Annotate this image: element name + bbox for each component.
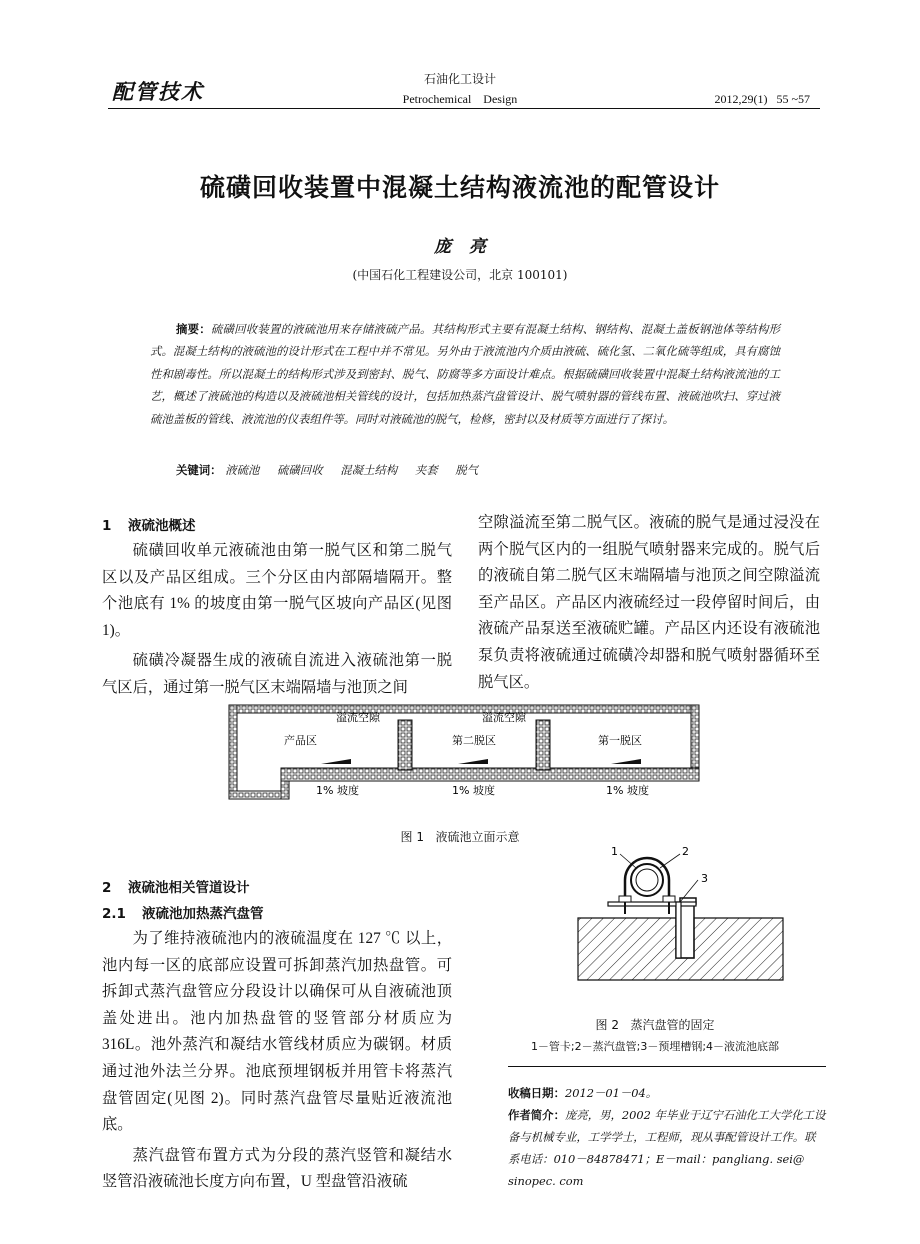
column-tag: 配管技术 bbox=[112, 79, 204, 104]
slope-arrow bbox=[458, 759, 488, 764]
paper-title: 硫磺回收装置中混凝土结构液流池的配管设计 bbox=[199, 173, 720, 202]
keywords bbox=[176, 462, 492, 478]
figure-2-caption: 图 2 蒸汽盘管的固定 bbox=[595, 1018, 715, 1032]
zone-label-product: 产品区 bbox=[284, 734, 317, 747]
callout-1: 1 bbox=[611, 845, 618, 858]
issue-info: 2012,29(1) 55 ~57 bbox=[714, 92, 810, 106]
paper-affiliation: (中国石化工程建设公司，北京 100101) bbox=[352, 268, 568, 282]
figure-2-diagram bbox=[568, 840, 798, 996]
zone-label-first: 第一脱区 bbox=[598, 734, 642, 747]
leader-line-2 bbox=[660, 854, 680, 868]
slope-label: 1% 坡度 bbox=[606, 784, 649, 797]
callout-3: 3 bbox=[701, 872, 708, 885]
received-date: 2012－01－04。 bbox=[564, 1086, 658, 1100]
section-number: 2 bbox=[102, 880, 112, 896]
figure-2-legend: 1－管卡;2－蒸汽盘管;3－预埋槽钢;4－液流池底部 bbox=[530, 1040, 780, 1053]
slope-arrow bbox=[321, 759, 351, 764]
paper-author: 庞 亮 bbox=[434, 237, 486, 257]
keyword: 液硫池 bbox=[225, 463, 260, 477]
paragraph: 硫磺回收单元液硫池由第一脱气区和第二脱气区以及产品区组成。三个分区由内部隔墙隔开。整个池底有 1% 的坡度由第一脱气区坡向产品区(见图 1)。 bbox=[102, 542, 452, 639]
journal-name-en: Petrochemical Design bbox=[402, 92, 518, 106]
paragraph: 为了维持液硫池内的液硫温度在 127 ℃ 以上，池内每一区的底部应设置可拆卸蒸汽加热盘管。可拆卸式蒸汽盘管应分段设计以确保可从自液硫池顶盖处进出。池内加热盘管的竖管部分材质应为 316L。池外蒸汽和凝结水管线材质应为碳钢。材质通过池外法兰分界。池底预埋钢板并用管卡将蒸汽盘管固定(见图 2)。同时蒸汽盘管尽量贴近液流池底。 bbox=[102, 930, 452, 1134]
author-bio: 庞亮，男，2002 年毕业于辽宁石油化工大学化工设备与机械专业，工学学士，工程师，现从事配管设计工作。联系电话：010－84878471；E－mail：pangliang. sei@ sinopec. com bbox=[508, 1108, 826, 1188]
clamp-nut bbox=[663, 896, 675, 902]
bio-label: 作者简介： bbox=[508, 1108, 565, 1122]
figure-1-diagram bbox=[226, 702, 706, 804]
footnote-rule bbox=[508, 1066, 826, 1067]
zone-label-second: 第二脱区 bbox=[452, 734, 496, 747]
embedded-channel-leg bbox=[676, 902, 681, 958]
header-rule bbox=[108, 108, 820, 109]
section-title: 液硫池相关管道设计 bbox=[128, 880, 250, 896]
footnote bbox=[508, 1082, 826, 1192]
section-2-heading bbox=[102, 876, 250, 896]
paragraph: 蒸汽盘管布置方式为分段的蒸汽竖管和凝结水竖管沿液硫池长度方向布置，U 型盘管沿液硫 bbox=[102, 1146, 452, 1191]
clamp-nut bbox=[619, 896, 631, 902]
partition-wall-2 bbox=[536, 720, 550, 770]
keyword: 夹套 bbox=[414, 463, 438, 477]
abstract bbox=[150, 318, 780, 430]
pool-floor-step bbox=[229, 791, 289, 799]
pool-wall-top bbox=[229, 705, 699, 713]
section-1-heading bbox=[102, 514, 196, 534]
embedded-channel-plate bbox=[608, 902, 696, 906]
keyword: 混凝土结构 bbox=[340, 463, 398, 477]
abstract-label: 摘要： bbox=[176, 322, 211, 336]
partition-wall-1 bbox=[398, 720, 412, 770]
section-title: 液硫池概述 bbox=[128, 518, 196, 534]
keyword: 硫磺回收 bbox=[277, 463, 323, 477]
section-number: 2.1 bbox=[102, 906, 126, 922]
keywords-label: 关键词： bbox=[176, 463, 222, 477]
pool-floor bbox=[281, 768, 699, 781]
abstract-text: 硫磺回收装置的液硫池用来存储液硫产品。其结构形式主要有混凝土结构、钢结构、混凝土盖板钢池体等结构形式。混凝土结构的液硫池的设计形式在工程中并不常见。另外由于液流池内介质由液硫、硫化氢、二氧化硫等组成，具有腐蚀性和剧毒性。所以混凝土的结构形式涉及到密封、脱气、防腐等多方面设计难点。根据硫磺回收装置中混凝土结构液流池的工艺，概述了液硫池的构造以及液硫池相关管线的设计，包括加热蒸汽盘管设计、脱气喷射器的管线布置、液硫池吹扫、穿过液硫池盖板的管线、液流池的仪表组件等。同时对液硫池的脱气，检修，密封以及材质等方面进行了探讨。 bbox=[150, 322, 780, 426]
section-title: 液硫池加热蒸汽盘管 bbox=[142, 906, 264, 922]
figure-1-caption: 图 1 液硫池立面示意 bbox=[400, 830, 520, 844]
slope-label: 1% 坡度 bbox=[452, 784, 495, 797]
slope-label: 1% 坡度 bbox=[316, 784, 359, 797]
section-2-1-text bbox=[102, 926, 452, 1196]
paragraph: 硫磺冷凝器生成的液硫自流进入液硫池第一脱气区后，通过第一脱气区末端隔墙与池顶之间 bbox=[102, 652, 452, 696]
subsection-2-1-heading bbox=[102, 902, 264, 922]
overflow-label: 溢流空隙 bbox=[336, 711, 380, 724]
paragraph: 空隙溢流至第二脱气区。液硫的脱气是通过浸没在两个脱气区内的一组脱气喷射器来完成的。脱气后的液硫自第二脱气区末端隔墙与池顶之间空隙溢流至产品区。产品区内液硫经过一段停留时间后，由液硫产品泵送至液硫贮罐。产品区内还设有液硫池泵负责将液硫通过硫磺冷却器和脱气喷射器循环至脱气区。 bbox=[478, 514, 820, 691]
overflow-label: 溢流空隙 bbox=[482, 711, 526, 724]
keyword: 脱气 bbox=[455, 463, 479, 477]
slope-arrow bbox=[611, 759, 641, 764]
callout-2: 2 bbox=[682, 845, 689, 858]
journal-name-cn: 石油化工设计 bbox=[423, 72, 496, 86]
section-number: 1 bbox=[102, 518, 112, 534]
pool-wall-left bbox=[229, 705, 237, 799]
section-1-right-text bbox=[478, 510, 820, 696]
received-label: 收稿日期： bbox=[508, 1086, 565, 1100]
section-1-left-text bbox=[102, 538, 452, 702]
